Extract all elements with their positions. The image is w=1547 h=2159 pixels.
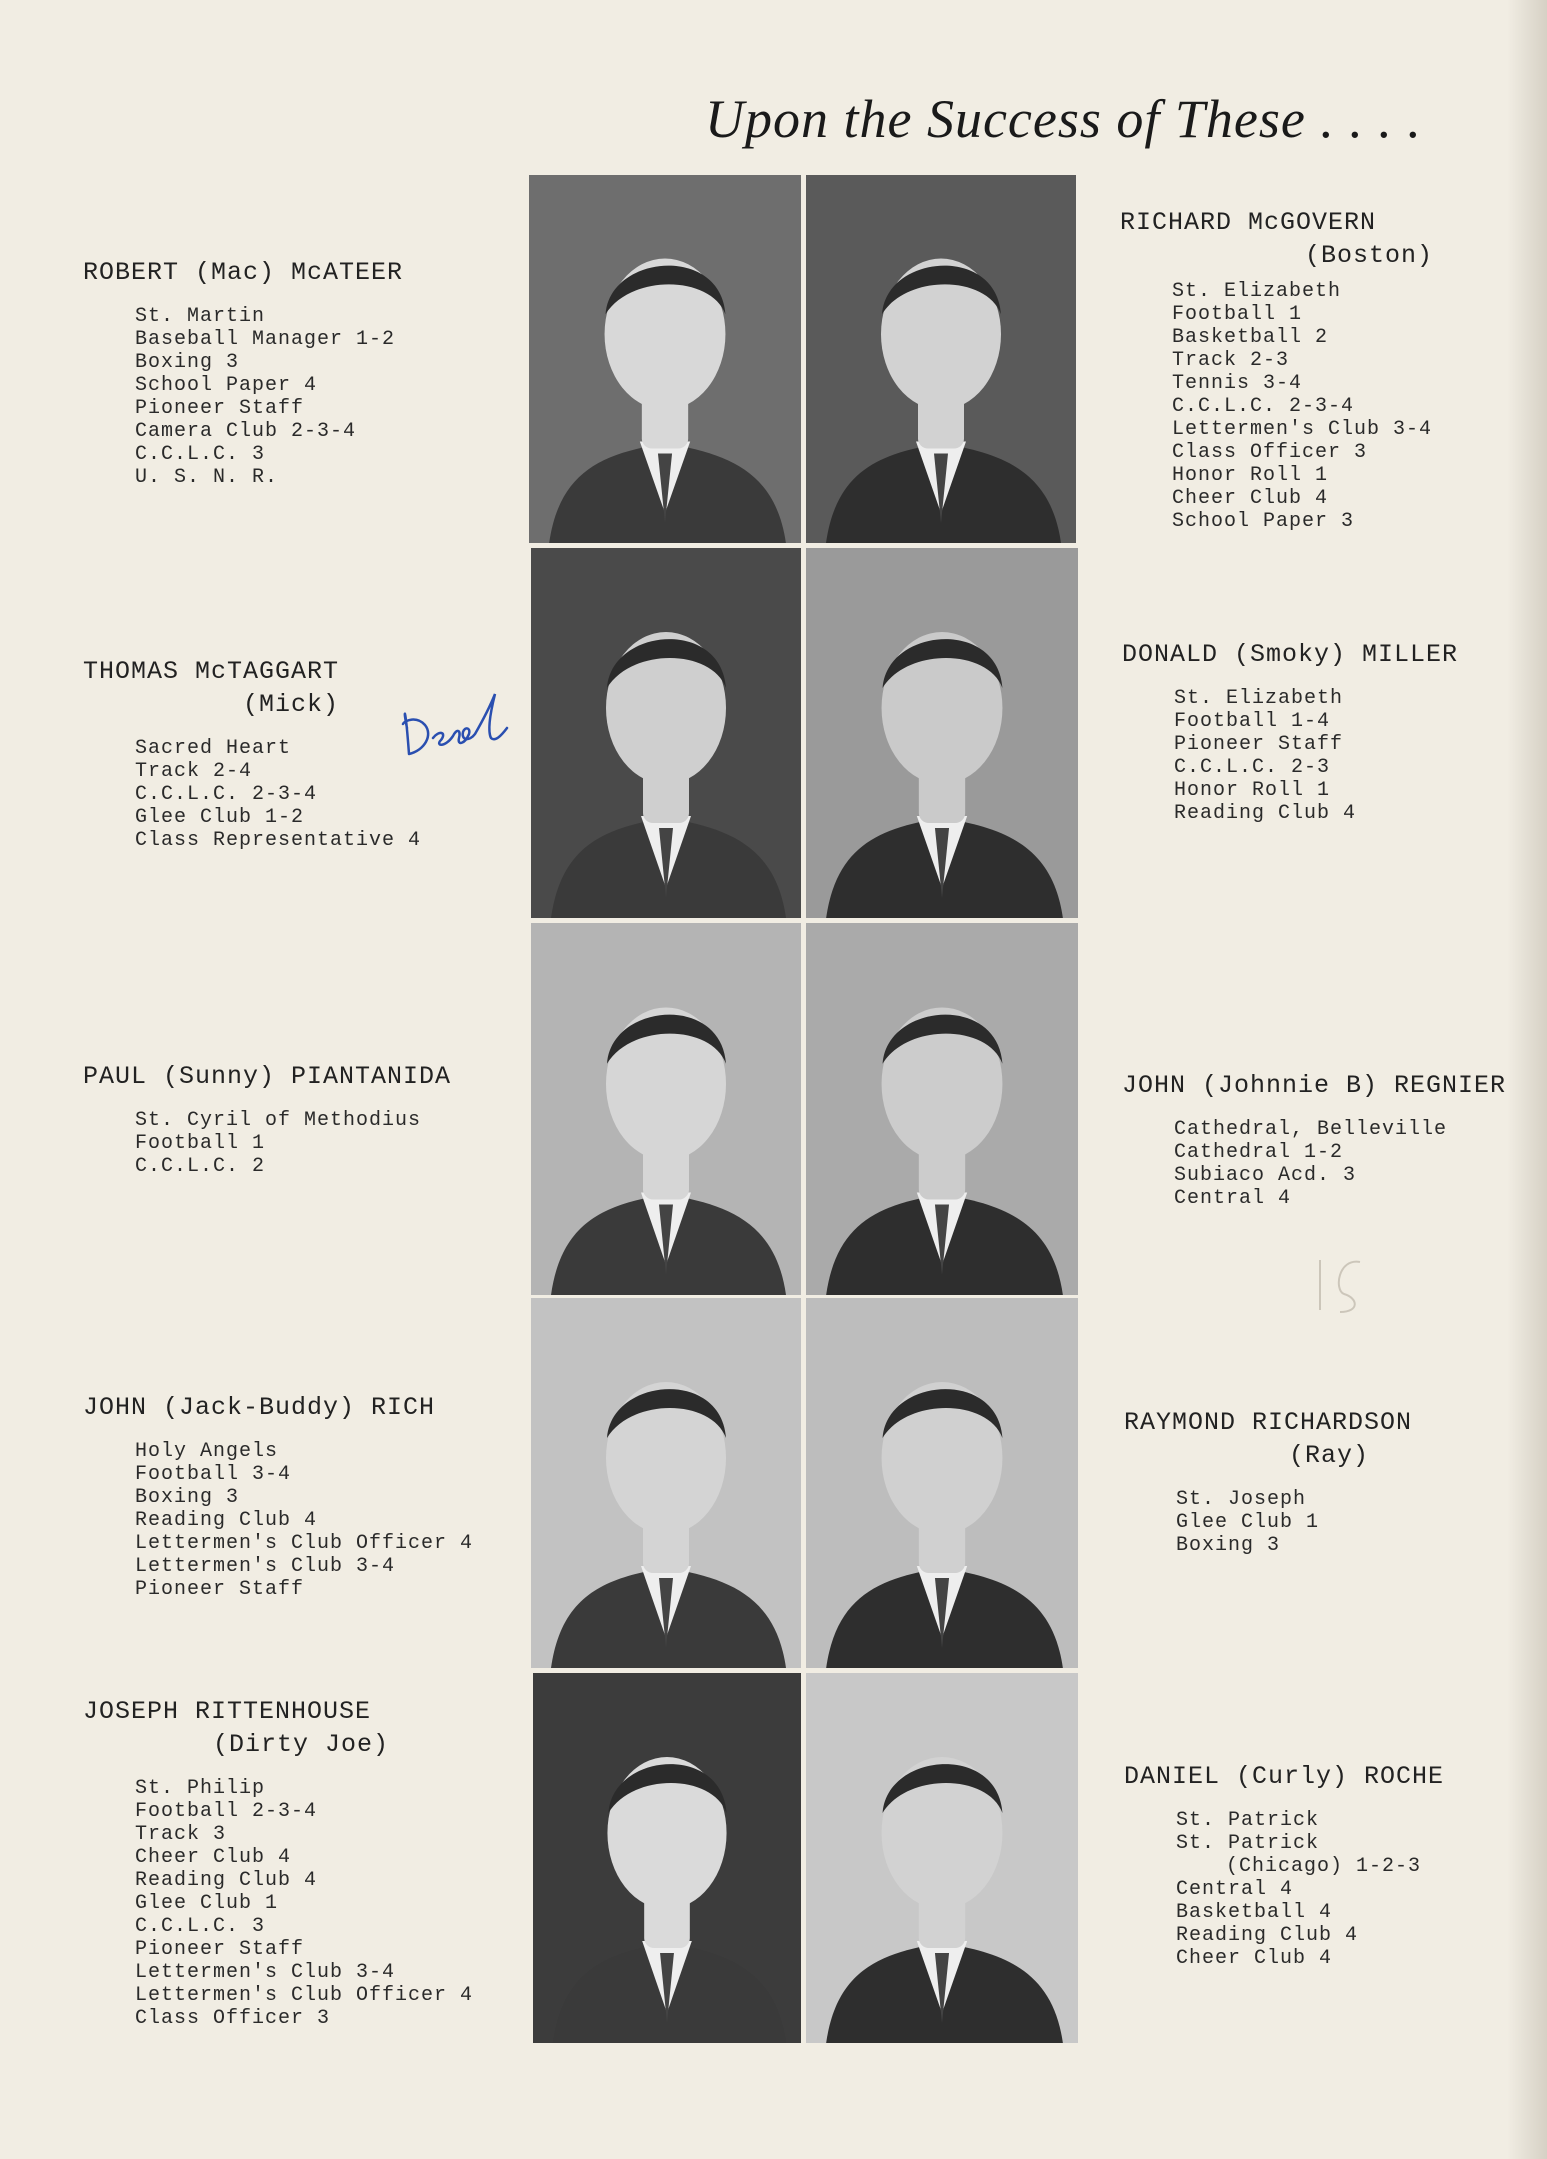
activity-item: Reading Club 4	[135, 1509, 318, 1532]
activity-item: Reading Club 4	[1174, 802, 1357, 825]
activity-item: Glee Club 1	[135, 1892, 279, 1915]
activity-item: Pioneer Staff	[135, 397, 305, 420]
activity-list	[1124, 1809, 1547, 1970]
activity-list	[1122, 1118, 1547, 1210]
activity-item: Sacred Heart	[135, 737, 292, 760]
activity-item: Honor Roll 1	[1174, 779, 1331, 802]
portrait-mcgovern	[806, 175, 1076, 543]
activity-item: Class Officer 3	[1172, 441, 1368, 464]
portrait-mcateer	[529, 175, 801, 543]
portrait-image	[806, 175, 1076, 543]
student-name: JOSEPH RITTENHOUSE	[83, 1697, 372, 1726]
activity-item: Holy Angels	[135, 1440, 279, 1463]
activity-item: Tennis 3-4	[1172, 372, 1303, 395]
activity-item: C.C.L.C. 3	[135, 1915, 266, 1938]
student-name: DANIEL (Curly) ROCHE	[1124, 1762, 1445, 1791]
pencil-marking	[1310, 1250, 1370, 1320]
activity-item: St. Elizabeth	[1172, 280, 1342, 303]
activity-item: Lettermen's Club Officer 4	[135, 1532, 474, 1555]
activity-item: Central 4	[1174, 1187, 1292, 1210]
activity-item: C.C.L.C. 2-3-4	[135, 783, 318, 806]
student-name: DONALD (Smoky) MILLER	[1122, 640, 1459, 669]
activity-item: School Paper 3	[1172, 510, 1355, 533]
activity-item: Glee Club 1-2	[135, 806, 305, 829]
portrait-richardson	[806, 1298, 1078, 1668]
student-name: RAYMOND RICHARDSON	[1124, 1408, 1413, 1437]
activity-item: (Chicago) 1-2-3	[1226, 1855, 1422, 1878]
portrait-mctaggart	[531, 548, 801, 918]
entry-richardson	[1124, 1408, 1547, 1557]
activity-item: Football 1-4	[1174, 710, 1331, 733]
portrait-image	[806, 548, 1078, 918]
entry-mcgovern	[1120, 208, 1547, 533]
page-heading: Upon the Success of These . . . .	[705, 89, 1422, 149]
activity-item: Central 4	[1176, 1878, 1294, 1901]
activity-item: Track 3	[135, 1823, 227, 1846]
portrait-image	[529, 175, 801, 543]
activity-item: Honor Roll 1	[1172, 464, 1329, 487]
student-name: PAUL (Sunny) PIANTANIDA	[83, 1062, 452, 1091]
student-name: ROBERT (Mac) McATEER	[83, 258, 404, 287]
entry-rich	[83, 1393, 553, 1601]
activity-item: Boxing 3	[1176, 1534, 1281, 1557]
entry-rittenhouse	[83, 1697, 553, 2030]
entry-miller	[1122, 640, 1547, 825]
activity-list	[1122, 687, 1547, 825]
activity-list	[1124, 1488, 1547, 1557]
activity-item: Football 2-3-4	[135, 1800, 318, 1823]
entry-mcateer	[83, 258, 553, 489]
portrait-image	[806, 1673, 1078, 2043]
student-name: THOMAS McTAGGART	[83, 657, 340, 686]
activity-item: St. Philip	[135, 1777, 266, 1800]
handwritten-signature	[395, 680, 515, 770]
activity-item: Class Representative 4	[135, 829, 422, 852]
activity-item: Lettermen's Club 3-4	[135, 1555, 396, 1578]
activity-item: Football 3-4	[135, 1463, 292, 1486]
activity-item: School Paper 4	[135, 374, 318, 397]
portrait-roche	[806, 1673, 1078, 2043]
student-name: JOHN (Johnnie B) REGNIER	[1122, 1071, 1507, 1100]
portrait-miller	[806, 548, 1078, 918]
activity-item: Football 1	[135, 1132, 266, 1155]
activity-item: Cheer Club 4	[135, 1846, 292, 1869]
activity-item: St. Cyril of Methodius	[135, 1109, 422, 1132]
activity-item: Boxing 3	[135, 351, 240, 374]
portrait-image	[533, 1673, 801, 2043]
activity-item: Cheer Club 4	[1176, 1947, 1333, 1970]
activity-item: Track 2-3	[1172, 349, 1290, 372]
student-name: RICHARD McGOVERN	[1120, 208, 1377, 237]
activity-item: Baseball Manager 1-2	[135, 328, 396, 351]
activity-item: Subiaco Acd. 3	[1174, 1164, 1357, 1187]
activity-item: Track 2-4	[135, 760, 253, 783]
activity-item: Basketball 2	[1172, 326, 1329, 349]
activity-item: Football 1	[1172, 303, 1303, 326]
portrait-image	[531, 923, 801, 1295]
activity-list	[83, 1109, 553, 1178]
activity-item: Glee Club 1	[1176, 1511, 1320, 1534]
activity-item: Cathedral 1-2	[1174, 1141, 1344, 1164]
activity-item: St. Martin	[135, 305, 266, 328]
activity-item: Pioneer Staff	[135, 1938, 305, 1961]
activity-item: Class Officer 3	[135, 2007, 331, 2030]
activity-list	[1120, 280, 1547, 533]
entry-regnier	[1122, 1071, 1547, 1210]
portrait-piantanida	[531, 923, 801, 1295]
activity-item: C.C.L.C. 3	[135, 443, 266, 466]
student-nickname: (Boston)	[1305, 241, 1434, 270]
portrait-image	[806, 1298, 1078, 1668]
portrait-regnier	[806, 923, 1078, 1295]
activity-item: St. Patrick	[1176, 1809, 1320, 1832]
portrait-rittenhouse	[533, 1673, 801, 2043]
activity-list	[83, 305, 553, 489]
activity-item: C.C.L.C. 2	[135, 1155, 266, 1178]
student-nickname: (Dirty Joe)	[213, 1730, 390, 1759]
portrait-image	[806, 923, 1078, 1295]
activity-item: Cathedral, Belleville	[1174, 1118, 1448, 1141]
activity-item: Basketball 4	[1176, 1901, 1333, 1924]
activity-item: Reading Club 4	[135, 1869, 318, 1892]
activity-item: Camera Club 2-3-4	[135, 420, 357, 443]
activity-item: St. Joseph	[1176, 1488, 1307, 1511]
student-nickname: (Ray)	[1289, 1441, 1370, 1470]
activity-item: Boxing 3	[135, 1486, 240, 1509]
activity-item: Cheer Club 4	[1172, 487, 1329, 510]
activity-list	[83, 1777, 553, 2030]
activity-item: C.C.L.C. 2-3	[1174, 756, 1331, 779]
activity-item: Reading Club 4	[1176, 1924, 1359, 1947]
activity-item: St. Elizabeth	[1174, 687, 1344, 710]
entry-piantanida	[83, 1062, 553, 1178]
activity-list	[83, 1440, 553, 1601]
activity-item: St. Patrick	[1176, 1832, 1320, 1855]
activity-item: Pioneer Staff	[135, 1578, 305, 1601]
portrait-image	[531, 548, 801, 918]
activity-item: U. S. N. R.	[135, 466, 279, 489]
activity-item: Lettermen's Club 3-4	[1172, 418, 1433, 441]
student-nickname: (Mick)	[243, 690, 340, 719]
student-name: JOHN (Jack-Buddy) RICH	[83, 1393, 436, 1422]
portrait-rich	[531, 1298, 801, 1668]
entry-roche	[1124, 1762, 1547, 1970]
activity-item: Lettermen's Club 3-4	[135, 1961, 396, 1984]
portrait-image	[531, 1298, 801, 1668]
activity-item: C.C.L.C. 2-3-4	[1172, 395, 1355, 418]
activity-item: Lettermen's Club Officer 4	[135, 1984, 474, 2007]
activity-item: Pioneer Staff	[1174, 733, 1344, 756]
